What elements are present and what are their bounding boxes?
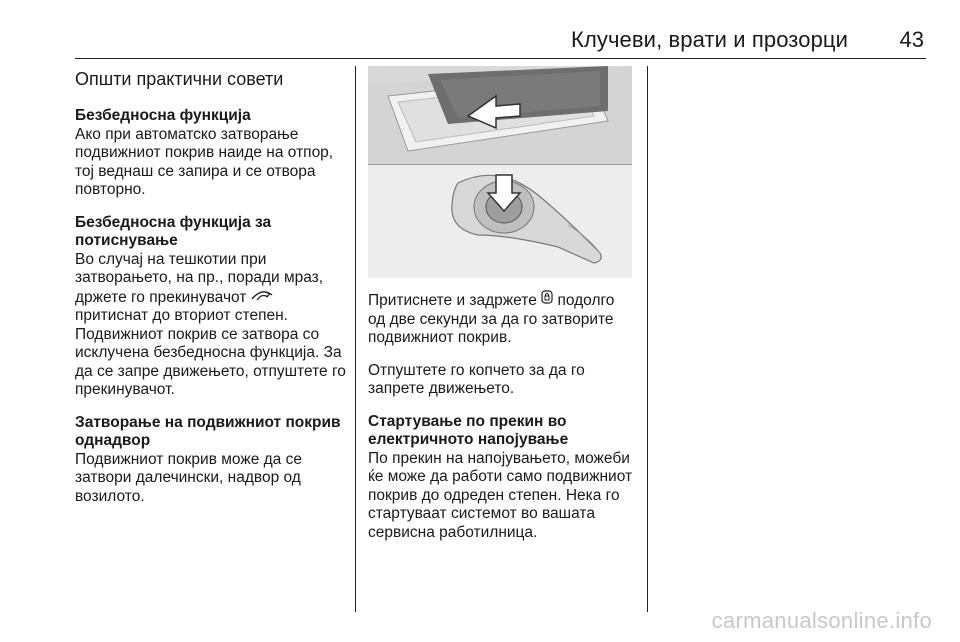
paragraph-release-button: Отпуштете го копчето за да го запрете движењето. bbox=[368, 361, 585, 397]
press-hold-text-after: подолго од две секунди за да го затворите подвижниот покрив. bbox=[368, 292, 615, 346]
illustration-sunroof-and-key bbox=[368, 66, 632, 278]
illustration-key-fob bbox=[368, 165, 632, 278]
subhead-safety-function: Безбедносна функција bbox=[75, 107, 251, 124]
paragraph-remote-close: Подвижниот покрив може да се затвори далечински, надвор од возилото. bbox=[75, 450, 302, 505]
paragraph-override-function bbox=[75, 251, 347, 400]
paragraph-restart-after-power-loss: По прекин на напојувањето, можеби ќе може да работи само подвижниот покрив до одреден степен. Нека го стартуваат системот во вашата сервисна работилница. bbox=[368, 449, 633, 541]
subhead-restart-after-power-loss: Стартување по прекин во електричното напојување bbox=[368, 412, 569, 448]
key-lock-icon bbox=[541, 290, 553, 310]
paragraph-press-hold bbox=[368, 290, 634, 348]
illustration-sunroof bbox=[368, 66, 632, 164]
middle-column bbox=[368, 290, 634, 556]
override-text-before: Во случај на тешкотии при затворањето, на пр., поради мраз, држете го прекинувачот bbox=[75, 250, 324, 306]
left-column bbox=[75, 68, 347, 520]
sunroof-close-icon bbox=[251, 288, 273, 307]
section-title: Општи практични совети bbox=[75, 69, 284, 89]
subhead-remote-close: Затворање на подвижниот покрив однадвор bbox=[75, 413, 341, 449]
watermark: carmanualsonline.info bbox=[711, 608, 932, 633]
subhead-override-function: Безбедносна функција за потиснување bbox=[75, 213, 272, 249]
override-text-after: притиснат до вториот степен. Подвижниот покрив се затвора со исклучена безбедносна функција. За да се запре движењето, отпуштете го прекинувачот. bbox=[75, 307, 346, 398]
page-number: 43 bbox=[899, 27, 924, 52]
header-rule bbox=[75, 58, 926, 59]
column-divider-right bbox=[647, 66, 648, 612]
press-hold-text-before: Притиснете и задржете bbox=[368, 292, 537, 309]
chapter-title: Клучеви, врати и прозорци bbox=[571, 27, 848, 52]
paragraph-safety-function: Ако при автоматско затворање подвижниот покрив наиде на отпор, тој веднаш се запира и се отвора повторно. bbox=[75, 125, 334, 198]
column-divider-left bbox=[355, 66, 356, 612]
